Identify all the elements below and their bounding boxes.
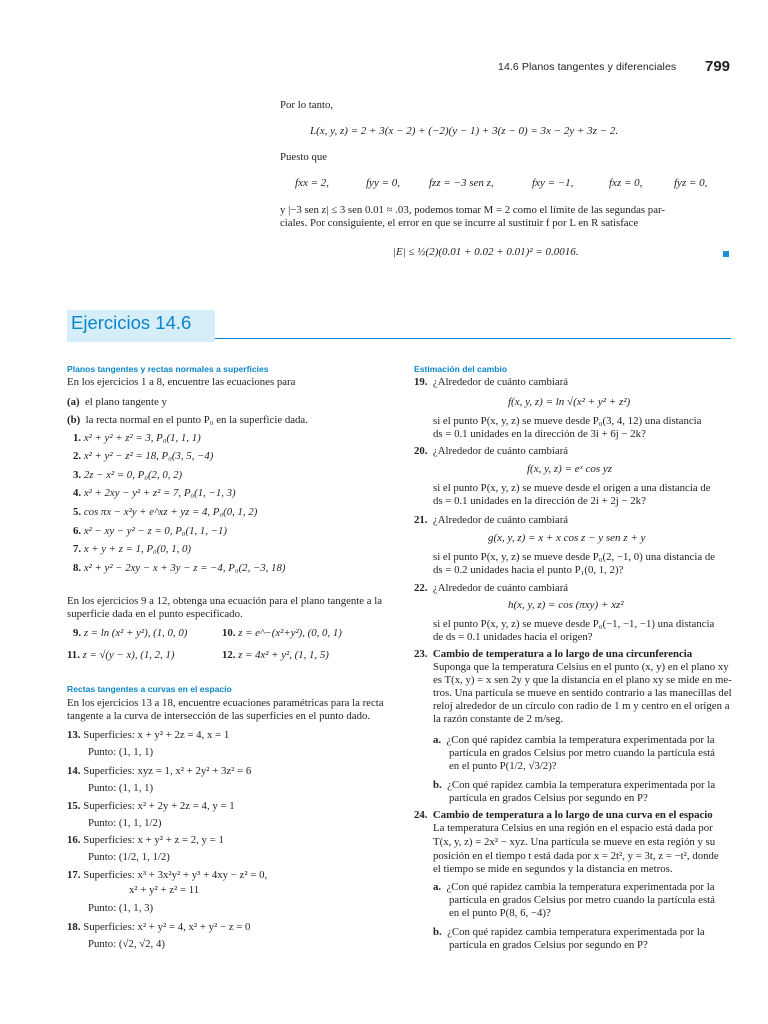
exercise-1: 1. x² + y² + z² = 3, P₀(1, 1, 1) bbox=[73, 432, 201, 444]
exercise-9: 9. z = ln (x² + y²), (1, 0, 0) bbox=[73, 627, 188, 639]
exercise-23a-2: partícula en grados Celsius por metro cuando la partícula está bbox=[449, 747, 715, 759]
exercise-14-surfaces: 14. Superficies: xyz = 1, x² + 2y² + 3z² = 6 bbox=[67, 765, 252, 777]
exercise-24-text-4: el tiempo se mide en segundos y la distancia en metros. bbox=[433, 863, 673, 875]
exercise-22-line-3: de ds = 0.1 unidades hacia el origen? bbox=[433, 631, 593, 643]
deriv-fyy: fyy = 0, bbox=[366, 177, 400, 189]
deriv-fxx: fxx = 2, bbox=[295, 177, 329, 189]
exercise-24b-1: b. ¿Con qué rapidez cambia temperatura experimentada por la bbox=[433, 926, 705, 938]
error-bound-equation: |E| ≤ ½(2)(0.01 + 0.02 + 0.01)² = 0.0016. bbox=[393, 246, 579, 258]
exercise-2: 2. x² + y² − z² = 18, P₀(3, 5, −4) bbox=[73, 450, 214, 462]
exercise-24b-2: partícula en grados Celsius por segundo en P? bbox=[449, 939, 648, 951]
exercise-24-title: 24. Cambio de temperatura a lo largo de una curva en el espacio bbox=[414, 809, 713, 821]
exercise-7: 7. x + y + z = 1, P₀(0, 1, 0) bbox=[73, 543, 191, 555]
exercise-11: 11. z = √(y − x), (1, 2, 1) bbox=[67, 649, 175, 661]
exercise-20-line-1: 20. ¿Alrededor de cuánto cambiará bbox=[414, 445, 569, 457]
exercise-23-text-5: la razón constante de 2 m/seg. bbox=[433, 713, 564, 725]
subsection-heading-tangent-lines: Rectas tangentes a curvas en el espacio bbox=[67, 684, 232, 694]
exercise-22-function: h(x, y, z) = cos (πxy) + xz² bbox=[508, 599, 624, 611]
deriv-fxy: fxy = −1, bbox=[532, 177, 574, 189]
paragraph-line-2: ciales. Por consiguiente, el error en que se incurre al sustituir f por L en R satisface bbox=[280, 217, 639, 229]
exercise-18-surfaces: 18. Superficies: x² + y² = 4, x² + y² − z = 0 bbox=[67, 921, 251, 933]
exercise-20-line-3: ds = 0.1 unidades en la dirección de 2i + 2j − 2k? bbox=[433, 495, 646, 507]
exercise-24-text-1: La temperatura Celsius en una región en el espacio está dada por bbox=[433, 822, 713, 834]
exercise-5: 5. cos πx − x²y + e^xz + yz = 4, P₀(0, 1, 2) bbox=[73, 506, 258, 518]
exercise-19-line-3: ds = 0.1 unidades en la dirección de 3i + 6j − 2k? bbox=[433, 428, 646, 440]
subsection-heading-tangent-planes: Planos tangentes y rectas normales a superficies bbox=[67, 364, 269, 374]
exercise-14-point: Punto: (1, 1, 1) bbox=[88, 782, 154, 794]
exercise-8: 8. x² + y² − 2xy − x + 3y − z = −4, P₀(2, −3, 18) bbox=[73, 562, 286, 574]
text-puesto-que: Puesto que bbox=[280, 151, 328, 163]
exercise-15-surfaces: 15. Superficies: x² + 2y + 2z = 4, y = 1 bbox=[67, 800, 235, 812]
exercise-17-surfaces-2: x² + y² + z² = 11 bbox=[129, 884, 200, 896]
exercise-18-point: Punto: (√2, √2, 4) bbox=[88, 938, 165, 950]
exercise-15-point: Punto: (1, 1, 1/2) bbox=[88, 817, 162, 829]
exercise-19-line-1: 19. ¿Alrededor de cuánto cambiará bbox=[414, 376, 569, 388]
exercise-16-surfaces: 16. Superficies: x + y² + z = 2, y = 1 bbox=[67, 834, 224, 846]
text-por-lo-tanto: Por lo tanto, bbox=[280, 99, 334, 111]
exercise-17-surfaces: 17. Superficies: x³ + 3x²y² + y³ + 4xy − z² = 0, bbox=[67, 869, 268, 881]
exercise-17-point: Punto: (1, 1, 3) bbox=[88, 902, 154, 914]
end-of-example-marker bbox=[723, 251, 729, 257]
exercise-20-function: f(x, y, z) = eˣ cos yz bbox=[527, 463, 613, 475]
part-a: (a) el plano tangente y bbox=[67, 396, 167, 408]
exercise-10: 10. z = e^−(x²+y²), (0, 0, 1) bbox=[222, 627, 342, 639]
exercise-19-line-2: si el punto P(x, y, z) se mueve desde P₀(3, 4, 12) una distancia bbox=[433, 415, 702, 427]
exercise-23b-2: partícula en grados Celsius por segundo en P? bbox=[449, 792, 648, 804]
exercise-3: 3. 2z − x² = 0, P₀(2, 0, 2) bbox=[73, 469, 183, 481]
running-header: 14.6 Planos tangentes y diferenciales bbox=[498, 61, 677, 73]
exercise-13-point: Punto: (1, 1, 1) bbox=[88, 746, 154, 758]
exercises-title-rule bbox=[215, 338, 731, 339]
exercises-title: Ejercicios 14.6 bbox=[71, 312, 192, 333]
intro-13-18-line-2: tangente a la curva de intersección de las superficies en el punto dado. bbox=[67, 710, 371, 722]
exercise-23-text-3: tros. Una partícula se mueve en sentido contrario a las manecillas del bbox=[433, 687, 732, 699]
exercise-13-surfaces: 13. Superficies: x + y² + 2z = 4, x = 1 bbox=[67, 729, 230, 741]
exercise-19-function: f(x, y, z) = ln √(x² + y² + z²) bbox=[508, 396, 631, 408]
exercise-23b-1: b. ¿Con qué rapidez cambia la temperatura experimentada por la bbox=[433, 779, 716, 791]
exercise-24a-3: en el punto P(8, 6, −4)? bbox=[449, 907, 551, 919]
exercise-23-text-4: reloj alrededor de un círculo con radio de 1 m y centro en el origen a bbox=[433, 700, 730, 712]
exercise-23a-1: a. ¿Con qué rapidez cambia la temperatura experimentada por la bbox=[433, 734, 715, 746]
exercise-22-line-2: si el punto P(x, y, z) se mueve desde P₀(−1, −1, −1) una distancia bbox=[433, 618, 715, 630]
exercise-21-line-3: ds = 0.2 unidades hacia el punto P₁(0, 1, 2)? bbox=[433, 564, 624, 576]
exercise-21-function: g(x, y, z) = x + x cos z − y sen z + y bbox=[488, 532, 646, 544]
exercise-24a-1: a. ¿Con qué rapidez cambia la temperatura experimentada por la bbox=[433, 881, 715, 893]
subsection-heading-estimation: Estimación del cambio bbox=[414, 364, 508, 374]
deriv-fzz: fzz = −3 sen z, bbox=[429, 177, 494, 189]
deriv-fyz: fyz = 0, bbox=[674, 177, 708, 189]
exercise-6: 6. x² − xy − y² − z = 0, P₀(1, 1, −1) bbox=[73, 525, 228, 537]
exercise-24a-2: partícula en grados Celsius por metro cuando la partícula está bbox=[449, 894, 715, 906]
paragraph-line-1: y |−3 sen z| ≤ 3 sen 0.01 ≈ .03, podemos tomar M = 2 como el límite de las segundas par- bbox=[280, 204, 665, 216]
part-b: (b) la recta normal en el punto P₀ en la superficie dada. bbox=[67, 414, 308, 426]
exercise-12: 12. z = 4x² + y², (1, 1, 5) bbox=[222, 649, 329, 661]
exercise-24-text-2: T(x, y, z) = 2x² − xyz. Una partícula se mueve en esta región y su bbox=[433, 836, 716, 848]
linearization-equation: L(x, y, z) = 2 + 3(x − 2) + (−2)(y − 1) + 3(z − 0) = 3x − 2y + 3z − 2. bbox=[310, 125, 619, 137]
intro-9-12-line-1: En los ejercicios 9 a 12, obtenga una ecuación para el plano tangente a la bbox=[67, 595, 383, 607]
exercise-4: 4. x² + 2xy − y² + z² = 7, P₀(1, −1, 3) bbox=[73, 487, 236, 499]
exercise-22-line-1: 22. ¿Alrededor de cuánto cambiará bbox=[414, 582, 569, 594]
exercise-20-line-2: si el punto P(x, y, z) se mueve desde el origen a una distancia de bbox=[433, 482, 711, 494]
exercise-21-line-2: si el punto P(x, y, z) se mueve desde P₀(2, −1, 0) una distancia de bbox=[433, 551, 716, 563]
exercise-23-text-2: es T(x, y) = x sen 2y y que la distancia en el plano xy se mide en me- bbox=[433, 674, 732, 686]
intro-1-8: En los ejercicios 1 a 8, encuentre las ecuaciones para bbox=[67, 376, 296, 388]
intro-13-18-line-1: En los ejercicios 13 a 18, encuentre ecuaciones paramétricas para la recta bbox=[67, 697, 384, 709]
exercise-23-title: 23. Cambio de temperatura a lo largo de una circunferencia bbox=[414, 648, 693, 660]
exercise-21-line-1: 21. ¿Alrededor de cuánto cambiará bbox=[414, 514, 569, 526]
exercise-24-text-3: posición en el tiempo t está dada por x = 2t², y = 3t, z = −t², donde bbox=[433, 850, 719, 862]
deriv-fxz: fxz = 0, bbox=[609, 177, 643, 189]
exercise-23-text-1: Suponga que la temperatura Celsius en el punto (x, y) en el plano xy bbox=[433, 661, 729, 673]
exercise-23a-3: en el punto P(1/2, √3/2)? bbox=[449, 760, 557, 772]
exercise-16-point: Punto: (1/2, 1, 1/2) bbox=[88, 851, 170, 863]
intro-9-12-line-2: superficie dada en el punto especificado. bbox=[67, 608, 243, 620]
page-number: 799 bbox=[705, 58, 731, 75]
